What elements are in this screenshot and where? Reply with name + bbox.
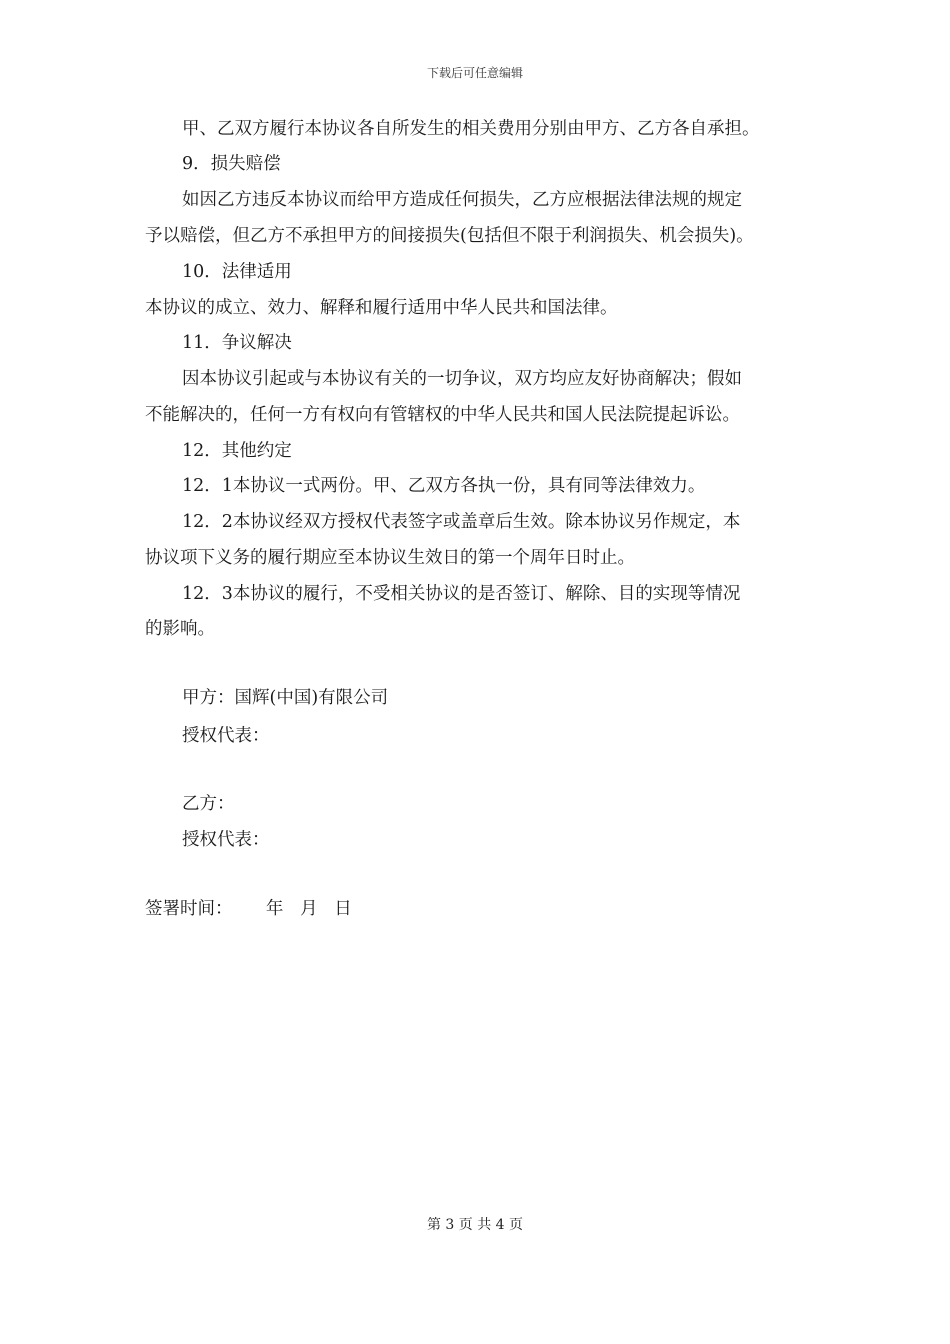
paragraph-disputes-line2: 不能解决的，任何一方有权向有管辖权的中华人民共和国人民法院提起诉讼。 (145, 405, 740, 425)
clause-12-1: 12．1本协议一式两份。甲、乙双方各执一份，具有同等法律效力。 (182, 476, 706, 496)
paragraph-expenses: 甲、乙双方履行本协议各自所发生的相关费用分别由甲方、乙方各自承担。 (182, 119, 760, 139)
party-b-representative: 授权代表： (182, 830, 270, 850)
heading-12-other: 12．其他约定 (182, 441, 292, 461)
heading-9-damages: 9．损失赔偿 (182, 154, 281, 174)
paragraph-governing-law: 本协议的成立、效力、解释和履行适用中华人民共和国法律。 (145, 298, 618, 318)
heading-11-disputes: 11．争议解决 (182, 333, 292, 353)
paragraph-damages-line2: 予以赔偿，但乙方不承担甲方的间接损失(包括但不限于利润损失、机会损失)。 (145, 226, 754, 246)
party-a: 甲方：国辉(中国)有限公司 (182, 688, 389, 708)
clause-12-3-line1: 12．3本协议的履行，不受相关协议的是否签订、解除、目的实现等情况 (182, 584, 741, 604)
page-footer: 第 3 页 共 4 页 (426, 1217, 524, 1233)
heading-10-governing-law: 10．法律适用 (182, 262, 292, 282)
clause-12-2-line1: 12．2本协议经双方授权代表签字或盖章后生效。除本协议另作规定，本 (182, 512, 741, 532)
clause-12-3-line2: 的影响。 (145, 619, 215, 639)
paragraph-disputes-line1: 因本协议引起或与本协议有关的一切争议，双方均应友好协商解决；假如 (182, 369, 742, 389)
clause-12-2-line2: 协议项下义务的履行期应至本协议生效日的第一个周年日时止。 (145, 548, 635, 568)
paragraph-damages-line1: 如因乙方违反本协议而给甲方造成任何损失，乙方应根据法律法规的规定 (182, 190, 742, 210)
page-header: 下载后可任意编辑 (426, 66, 523, 80)
party-b: 乙方： (182, 794, 235, 814)
signing-date: 签署时间： 年 月 日 (145, 899, 352, 919)
party-a-representative: 授权代表： (182, 726, 270, 746)
